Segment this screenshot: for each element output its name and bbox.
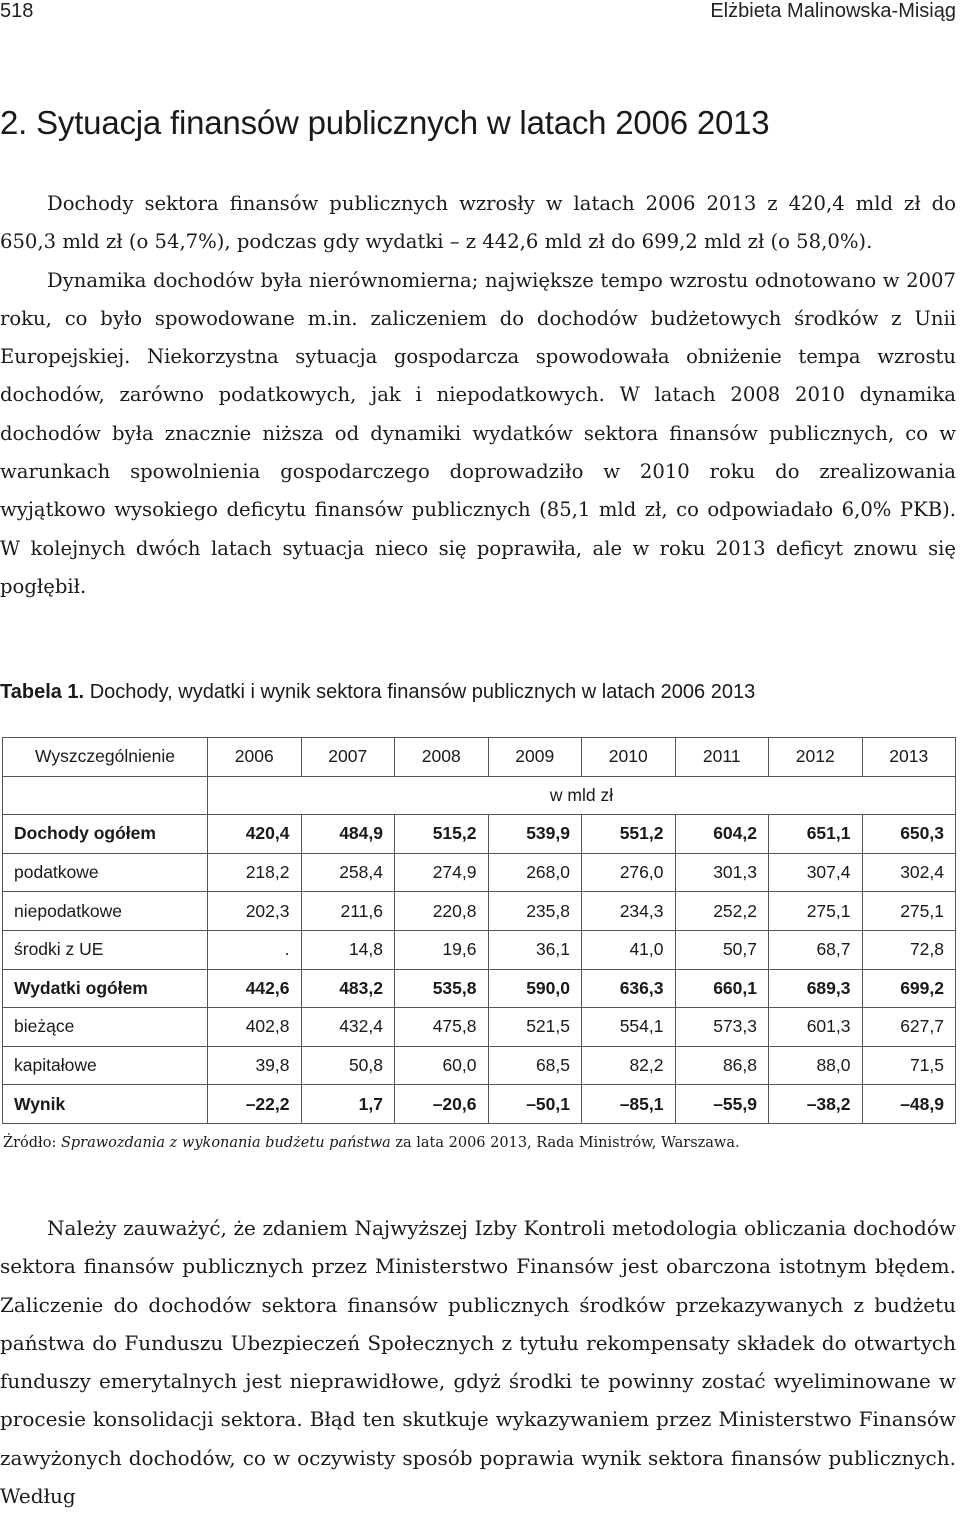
table-row	[3, 1046, 956, 1085]
header-label: Wyszczególnienie	[3, 738, 208, 777]
source-title: Sprawozdania z wykonania budżetu państwa	[60, 1135, 391, 1151]
table-cell: 302,4	[862, 853, 956, 892]
running-head-author: Elżbieta Malinowska-Misiąg	[710, 0, 956, 22]
table-cell: 268,0	[488, 853, 582, 892]
body-text-bottom	[0, 1209, 956, 1515]
table-cell: 275,1	[769, 892, 863, 931]
row-label: Wydatki ogółem	[3, 969, 208, 1008]
table-cell: 590,0	[488, 969, 582, 1008]
row-label: podatkowe	[3, 853, 208, 892]
row-label: niepodatkowe	[3, 892, 208, 931]
year-header: 2011	[675, 738, 769, 777]
row-label: Wynik	[3, 1085, 208, 1124]
table-cell: 432,4	[301, 1008, 395, 1047]
table-cell: 19,6	[395, 930, 489, 969]
table-cell: 1,7	[301, 1085, 395, 1124]
table-cell: 252,2	[675, 892, 769, 931]
table-cell: 554,1	[582, 1008, 676, 1047]
year-header: 2013	[862, 738, 956, 777]
table-cell: 211,6	[301, 892, 395, 931]
table-row	[3, 1085, 956, 1124]
table-cell: 475,8	[395, 1008, 489, 1047]
year-header: 2009	[488, 738, 582, 777]
table-cell: 60,0	[395, 1046, 489, 1085]
table-cell: 636,3	[582, 969, 676, 1008]
table-cell: 442,6	[208, 969, 302, 1008]
unit-row	[3, 776, 956, 815]
table-row	[3, 930, 956, 969]
section-title: 2. Sytuacja finansów publicznych w latach 2006 2013	[0, 104, 770, 141]
table-cell: –22,2	[208, 1085, 302, 1124]
table-cell: 484,9	[301, 815, 395, 854]
table-cell: 14,8	[301, 930, 395, 969]
table-cell: 573,3	[675, 1008, 769, 1047]
table-cell: 689,3	[769, 969, 863, 1008]
year-header: 2006	[208, 738, 302, 777]
table-cell: 604,2	[675, 815, 769, 854]
table-cell: 218,2	[208, 853, 302, 892]
table-cell: 402,8	[208, 1008, 302, 1047]
source-note	[3, 1135, 740, 1151]
table-caption	[0, 681, 755, 704]
table-cell: 50,7	[675, 930, 769, 969]
page-number: 518	[0, 0, 34, 22]
table-cell: 72,8	[862, 930, 956, 969]
table-row	[3, 815, 956, 854]
row-label: środki z UE	[3, 930, 208, 969]
table-cell: –48,9	[862, 1085, 956, 1124]
table-cell: .	[208, 930, 302, 969]
table-cell: 86,8	[675, 1046, 769, 1085]
table-cell: 235,8	[488, 892, 582, 931]
table-row	[3, 892, 956, 931]
row-label: bieżące	[3, 1008, 208, 1047]
table-caption-label: Tabela 1.	[0, 681, 85, 703]
paragraph-nik: Należy zauważyć, że zdaniem Najwyższej Izby Kontroli metodologia obliczania dochodów sektora finansów publicznych przez Ministerstwo Finansów jest obarczona istotnym błędem. Zaliczenie do dochodów sektora finansów publicznych środków przekazywanych z budżetu państwa do Funduszu Ubezpieczeń Społecznych z tytułu rekompensaty składek do otwartych funduszy emerytalnych jest nieprawidłowe, gdyż środki te powinny zostać wyeliminowane w procesie konsolidacji sektora. Błąd ten skutkuje wykazywaniem przez Ministerstwo Finansów zawyżonych dochodów, co w oczywisty sposób poprawia wynik sektora finansów publicznych. Według	[0, 1216, 956, 1509]
year-header: 2010	[582, 738, 676, 777]
table-cell: 420,4	[208, 815, 302, 854]
table-cell: 68,5	[488, 1046, 582, 1085]
table-cell: 82,2	[582, 1046, 676, 1085]
year-header: 2007	[301, 738, 395, 777]
table-cell: 307,4	[769, 853, 863, 892]
table-cell: 483,2	[301, 969, 395, 1008]
table-cell: 651,1	[769, 815, 863, 854]
table-cell: 699,2	[862, 969, 956, 1008]
table-row	[3, 1008, 956, 1047]
table-cell: –38,2	[769, 1085, 863, 1124]
table-cell: 551,2	[582, 815, 676, 854]
table-cell: 660,1	[675, 969, 769, 1008]
paragraph-income-expenses: Dochody sektora finansów publicznych wzrosły w latach 2006 2013 z 420,4 mld zł do 650,3 mld zł (o 54,7%), podczas gdy wydatki – z 442,6 mld zł do 699,2 mld zł (o 58,0%).	[0, 192, 956, 254]
year-header: 2012	[769, 738, 863, 777]
table-cell: –50,1	[488, 1085, 582, 1124]
table-cell: 258,4	[301, 853, 395, 892]
table-cell: –20,6	[395, 1085, 489, 1124]
paragraph-dynamics: Dynamika dochodów była nierównomierna; największe tempo wzrostu odnotowano w 2007 roku, co było spowodowane m.in. zaliczeniem do dochodów budżetowych środków z Unii Europejskiej. Niekorzystna sytuacja gospodarcza spowodowała obniżenie tempa wzrostu dochodów, zarówno podatkowych, jak i niepodatkowych. W latach 2008 2010 dynamika dochodów była znacznie niższa od dynamiki wydatków sektora finansów publicznych, co w warunkach spowolnienia gospodarczego doprowadziło w 2010 roku do zrealizowania wyjątkowo wysokiego deficytu finansów publicznych (85,1 mld zł, co odpowiadało 6,0% PKB). W kolejnych dwóch latach sytuacja nieco się poprawiła, ale w roku 2013 deficyt znowu się pogłębił.	[0, 268, 956, 598]
table-cell: 68,7	[769, 930, 863, 969]
table-cell: 275,1	[862, 892, 956, 931]
table-cell: 71,5	[862, 1046, 956, 1085]
table-caption-text: Dochody, wydatki i wynik sektora finansów publicznych w latach 2006 2013	[89, 681, 756, 703]
table-header-row	[3, 738, 956, 777]
table-cell: 535,8	[395, 969, 489, 1008]
table-cell: 650,3	[862, 815, 956, 854]
unit-label: w mld zł	[208, 776, 956, 815]
table-cell: 50,8	[301, 1046, 395, 1085]
finance-table	[2, 737, 956, 1124]
header-label-blank	[3, 776, 208, 815]
table-cell: 41,0	[582, 930, 676, 969]
table-cell: 601,3	[769, 1008, 863, 1047]
body-text-top	[0, 185, 956, 606]
table-cell: 202,3	[208, 892, 302, 931]
row-label: kapitałowe	[3, 1046, 208, 1085]
table-cell: 301,3	[675, 853, 769, 892]
row-label: Dochody ogółem	[3, 815, 208, 854]
table-cell: 39,8	[208, 1046, 302, 1085]
table-cell: 88,0	[769, 1046, 863, 1085]
source-suffix: za lata 2006 2013, Rada Ministrów, Warszawa.	[390, 1135, 740, 1151]
table-cell: 234,3	[582, 892, 676, 931]
table-cell: –85,1	[582, 1085, 676, 1124]
source-prefix: Źródło:	[3, 1135, 61, 1151]
table-body	[3, 815, 956, 1124]
table-cell: 274,9	[395, 853, 489, 892]
table-cell: –55,9	[675, 1085, 769, 1124]
table-cell: 220,8	[395, 892, 489, 931]
table-cell: 627,7	[862, 1008, 956, 1047]
table-row	[3, 969, 956, 1008]
table-cell: 276,0	[582, 853, 676, 892]
table-row	[3, 853, 956, 892]
year-header: 2008	[395, 738, 489, 777]
table-cell: 539,9	[488, 815, 582, 854]
table-cell: 515,2	[395, 815, 489, 854]
table-cell: 521,5	[488, 1008, 582, 1047]
table-cell: 36,1	[488, 930, 582, 969]
running-head	[0, 0, 960, 30]
